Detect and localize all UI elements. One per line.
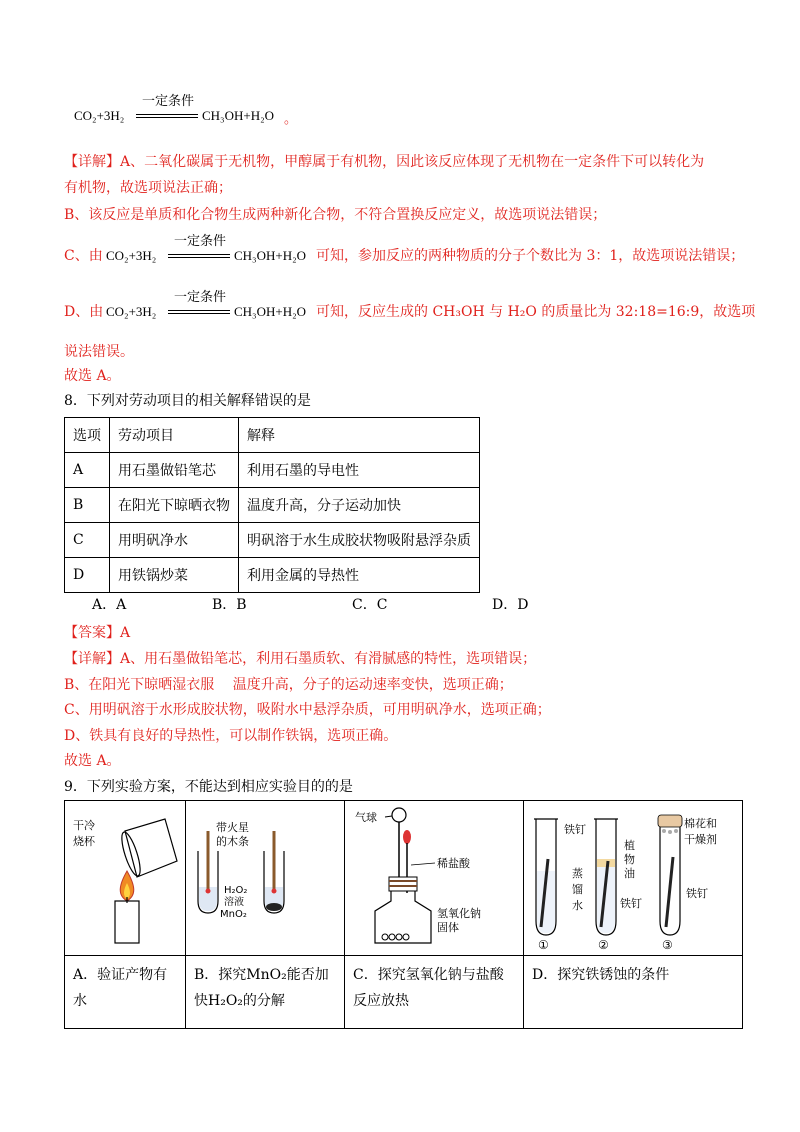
caption-b-chem: MnO₂ [246, 967, 287, 983]
label-solution: 溶液 [224, 897, 244, 908]
q7-detail-d2: 说法错误。 [64, 344, 134, 360]
figure-cell-a [65, 801, 186, 956]
label-cotton-2: 干燥剂 [684, 833, 717, 846]
label-tube-2: ② [598, 938, 609, 951]
test-tube-right-icon [264, 831, 284, 913]
caption-b-chem2: H₂O₂ [208, 993, 243, 1009]
cell-explanation: 温度升高，分子运动加快 [239, 488, 480, 523]
caption-cell-a[interactable] [65, 956, 186, 1029]
candle-icon [115, 897, 139, 943]
figure-row [65, 801, 743, 956]
q7-detail-d-suffix: 可知，反应生成的 CH₃OH 与 H₂O 的质量比为 32:18=16:9，故选项 [316, 304, 756, 320]
d-equation-bar [168, 310, 230, 314]
table-row [65, 558, 480, 593]
c-equation-condition: 一定条件 [174, 234, 227, 249]
q8-option-d[interactable]: D．D [492, 597, 529, 613]
test-tube-left-icon [198, 831, 218, 913]
figure-d-svg [524, 801, 742, 951]
header-explanation: 解释 [239, 418, 480, 453]
caption-b-mid: 能否加快 [194, 967, 329, 1009]
candle-flame-icon [120, 871, 134, 901]
q9-stem: 9．下列实验方案，不能达到相应实验目的的是 [64, 779, 353, 795]
caption-b [186, 956, 344, 1020]
d-equation-condition: 一定条件 [174, 290, 227, 305]
caption-cell-c[interactable] [345, 956, 524, 1029]
equation-tail: 。 [284, 111, 298, 126]
q7-answer: 故选 A。 [64, 368, 121, 384]
q8-option-b[interactable]: B．B [212, 597, 247, 613]
test-tube-3-icon [658, 815, 682, 935]
cell-task: 用铁锅炒菜 [110, 558, 239, 593]
caption-b-post: 的分解 [242, 993, 285, 1009]
label-tube-1: ① [538, 938, 549, 951]
cell-explanation: 明矾溶于水生成胶状物吸附悬浮杂质 [239, 523, 480, 558]
q8-detail-line: 【详解】A、用石墨做铅笔芯，利用石墨质软、有滑腻感的特性，选项错误； [64, 651, 537, 667]
caption-row [65, 956, 743, 1029]
label-plant-2: 物 [624, 853, 635, 866]
cell-task: 在阳光下晾晒衣物 [110, 488, 239, 523]
figure-cell-d [524, 801, 743, 956]
equation-bar [136, 114, 198, 118]
cell-option: A [65, 453, 110, 488]
q8-option-c[interactable]: C．C [352, 597, 388, 613]
q7-detail-b: B、该反应是单质和化合物生成两种新化合物，不符合置换反应定义，故选项说法错误； [64, 207, 607, 223]
table-header-row [65, 418, 480, 453]
label-splint: 的木条 [216, 835, 249, 848]
label-balloon: 气球 [355, 811, 377, 824]
q8-answer: 【答案】A [64, 625, 131, 641]
balloon-icon [385, 808, 406, 879]
q8-detail-line: C、用明矾溶于水形成胶状物，吸附水中悬浮杂质，可用明矾净水，选项正确； [64, 702, 551, 718]
top-equation [74, 94, 298, 126]
cell-explanation: 利用石墨的导电性 [239, 453, 480, 488]
q7-detail-c-prefix: C、由 [64, 248, 103, 264]
cell-task: 用石墨做铅笔芯 [110, 453, 239, 488]
cell-explanation: 利用金属的导热性 [239, 558, 480, 593]
label-distilled-2: 馏 [572, 883, 583, 896]
caption-d: D．探究铁锈蚀的条件 [532, 967, 670, 983]
label-mno2: MnO₂ [220, 909, 247, 920]
header-task: 劳动项目 [110, 418, 239, 453]
q8-detail-line: 故选 A。 [64, 753, 121, 769]
label-distilled-3: 水 [572, 899, 583, 912]
inverted-beaker-icon [118, 819, 177, 878]
header-option: 选项 [65, 418, 110, 453]
q8-option-a[interactable]: A．A [92, 597, 127, 613]
c-equation [106, 234, 326, 264]
q7-detail-c-suffix: 可知，参加反应的两种物质的分子个数比为 3：1，故选项说法错误； [316, 248, 745, 264]
q8-table [64, 417, 480, 593]
caption-c: C．探究氢氧化钠与盐酸反应放热 [353, 967, 504, 1009]
label-dry-cold: 干冷 [73, 819, 95, 832]
caption-a: A．验证产物有水 [73, 967, 168, 1009]
q7-detail-head: 【详解】A、二氧化碳属于无机物，甲醇属于有机物，因此该反应体现了无机物在一定条件下可以转化为 [64, 154, 705, 170]
cell-task: 用明矾净水 [110, 523, 239, 558]
label-solid: 固体 [437, 921, 459, 934]
q8-detail-line: B、在阳光下晾晒湿衣服 温度升高，分子的运动速率变快，选项正确； [64, 677, 513, 693]
figure-b-svg [186, 801, 344, 951]
label-plant-3: 油 [624, 867, 635, 880]
equation-rhs: CH₃OH+H₂O [202, 108, 275, 123]
d-equation-rhs: CH₃OH+H₂O [234, 304, 307, 319]
label-naoh: 氢氧化钠 [437, 907, 481, 920]
c-equation-lhs: CO₂+3H₂ [106, 248, 157, 263]
c-equation-rhs: CH₃OH+H₂O [234, 248, 307, 263]
caption-b-pre: B．探究 [194, 967, 247, 983]
test-tube-1-icon [534, 819, 558, 935]
q8-detail-line: D、铁具有良好的导热性，可以制作铁锅，选项正确。 [64, 728, 398, 744]
caption-cell-d[interactable] [524, 956, 743, 1029]
caption-cell-b[interactable] [186, 956, 345, 1029]
label-distilled-1: 蒸 [572, 867, 583, 880]
table-row [65, 453, 480, 488]
d-equation-lhs: CO₂+3H₂ [106, 304, 157, 319]
flask-icon [375, 877, 431, 943]
cell-option: C [65, 523, 110, 558]
table-row [65, 523, 480, 558]
figure-cell-b [186, 801, 345, 956]
test-tube-2-icon [594, 819, 618, 935]
table-row [65, 488, 480, 523]
label-glowing: 带火星 [216, 821, 249, 834]
figure-c-svg [345, 801, 523, 951]
label-beaker: 烧杯 [73, 835, 95, 848]
figure-a-svg [65, 801, 185, 951]
label-cotton-1: 棉花和 [684, 817, 717, 830]
equation-lhs: CO₂+3H₂ [74, 108, 125, 123]
figure-cell-c [345, 801, 524, 956]
cell-option: B [65, 488, 110, 523]
cell-option: D [65, 558, 110, 593]
c-equation-bar [168, 254, 230, 258]
label-nail-2: 铁钉 [620, 897, 642, 910]
label-h2o2: H₂O₂ [224, 885, 248, 896]
label-tube-3: ③ [662, 938, 673, 951]
q7-detail-head2: 有机物，故选项说法正确； [64, 180, 232, 196]
label-dilute-hcl: 稀盐酸 [437, 857, 470, 870]
q8-stem: 8．下列对劳动项目的相关解释错误的是 [64, 393, 311, 409]
label-nail-1: 铁钉 [564, 823, 586, 836]
label-plant-1: 植 [624, 839, 635, 852]
label-nail-3: 铁钉 [686, 887, 708, 900]
equation-condition: 一定条件 [142, 94, 195, 109]
q9-table [64, 800, 743, 1029]
q7-detail-d-prefix: D、由 [64, 304, 104, 320]
d-equation [106, 290, 326, 320]
